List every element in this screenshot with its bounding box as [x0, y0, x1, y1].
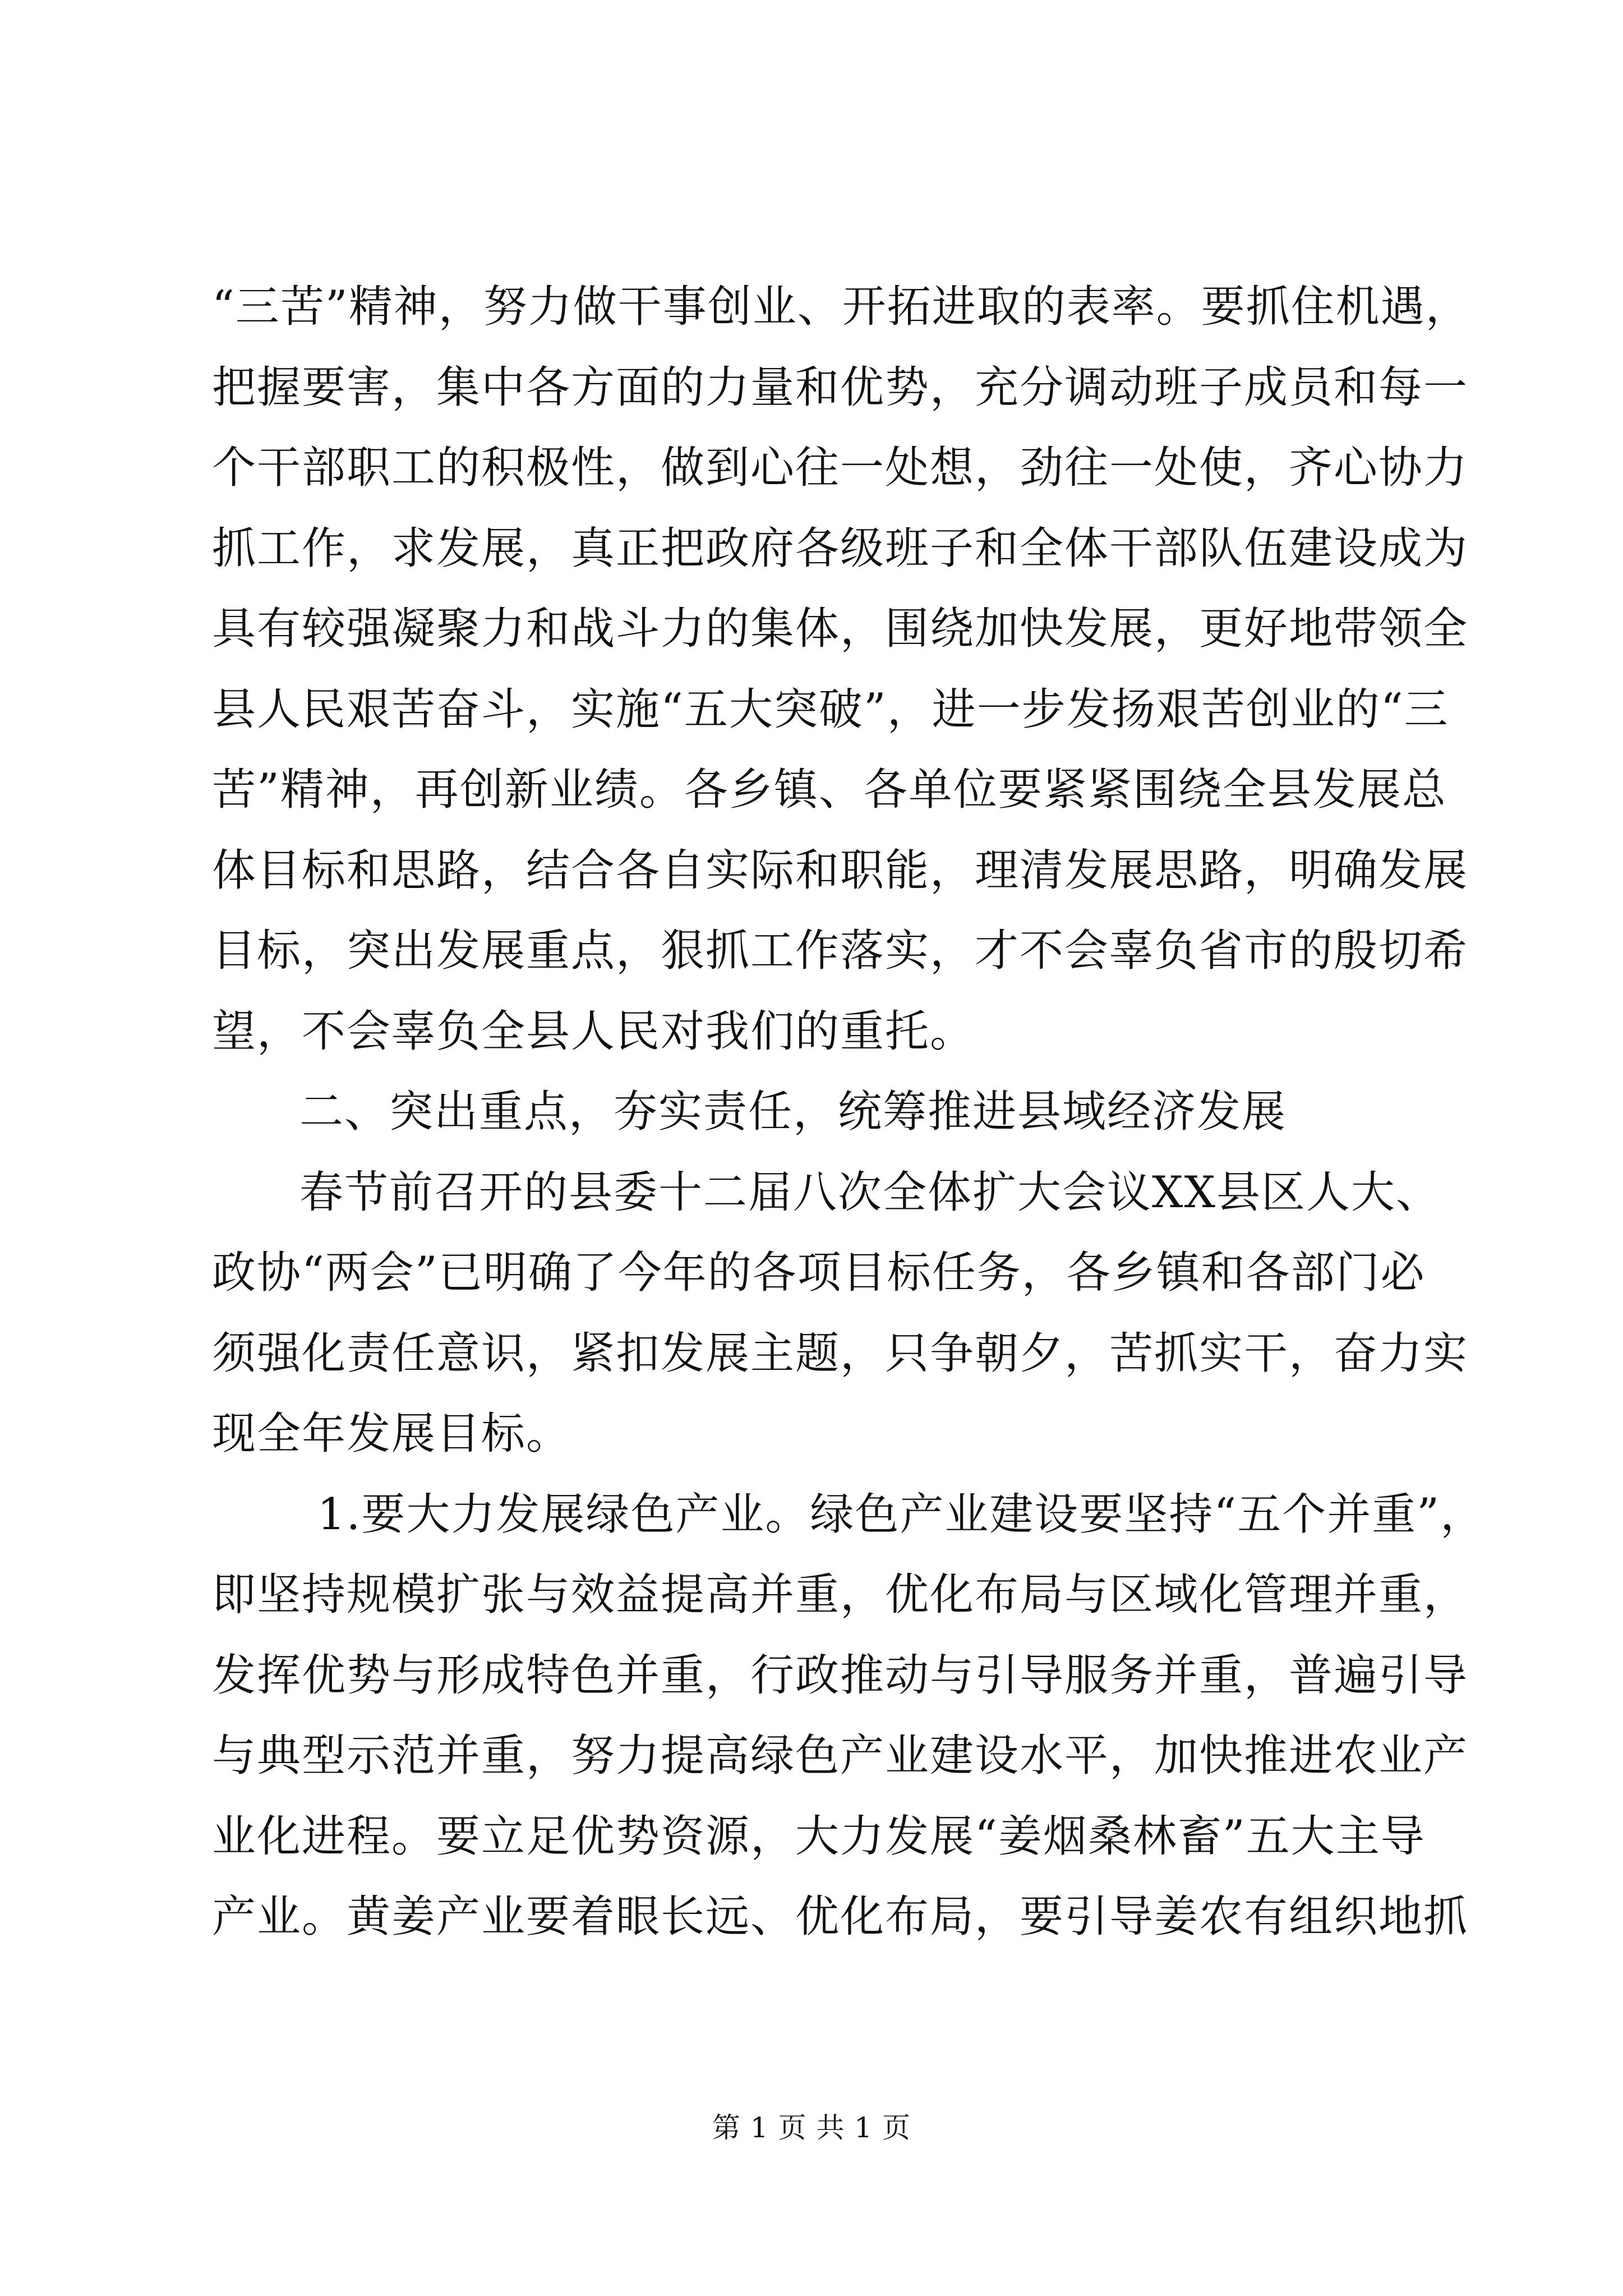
text-line: 与典型示范并重，努力提高绿色产业建设水平，加快推进农业产: [212, 1731, 1469, 1781]
text-line: 体目标和思路，结合各自实际和职能，理清发展思路，明确发展: [212, 845, 1469, 896]
text-line: “三苦”精神，努力做干事创业、开拓进取的表率。要抓住机遇，: [212, 282, 1470, 332]
text-line: 即坚持规模扩张与效益提高并重，优化布局与区域化管理并重，: [212, 1570, 1469, 1620]
text-line: 抓工作，求发展，真正把政府各级班子和全体干部队伍建设成为: [212, 523, 1469, 574]
text-line: 产业。黄姜产业要着眼长远、优化布局，要引导姜农有组织地抓: [212, 1892, 1469, 1942]
text-line: 政协“两会”已明确了今年的各项目标任务，各乡镇和各部门必: [212, 1248, 1426, 1298]
text-line: 业化进程。要立足优势资源，大力发展“姜烟桑林畜”五大主导: [212, 1811, 1426, 1862]
text-line: 把握要害，集中各方面的力量和优势，充分调动班子成员和每一: [212, 362, 1469, 413]
text-line: 具有较强凝聚力和战斗力的集体，围绕加快发展，更好地带领全: [212, 604, 1469, 654]
text-line: 县人民艰苦奋斗，实施“五大突破”，进一步发扬艰苦创业的“三: [212, 684, 1449, 735]
text-line: 须强化责任意识，紧扣发展主题，只争朝夕，苦抓实干，奋力实: [212, 1328, 1469, 1379]
document-body: [212, 267, 1486, 1958]
page-footer: 第 1 页 共 1 页: [712, 2111, 911, 2144]
paragraph-first-line: 1.要大力发展绿色产业。绿色产业建设要坚持“五个并重”，: [317, 1489, 1486, 1540]
section-heading: 二、突出重点，夯实责任，统筹推进县域经济发展: [299, 1087, 1287, 1137]
paragraph-first-line: 春节前召开的县委十二届八次全体扩大会议XX县区人大、: [299, 1167, 1441, 1218]
text-line: 目标，突出发展重点，狠抓工作落实，才不会辜负省市的殷切希: [212, 926, 1469, 976]
text-line: 个干部职工的积极性，做到心往一处想，劲往一处使，齐心协力: [212, 443, 1469, 493]
text-line: 现全年发展目标。: [212, 1409, 571, 1459]
text-line: 望，不会辜负全县人民对我们的重托。: [212, 1006, 975, 1057]
text-line: 苦”精神，再创新业绩。各乡镇、各单位要紧紧围绕全县发展总: [212, 765, 1447, 815]
text-line: 发挥优势与形成特色并重，行政推动与引导服务并重，普遍引导: [212, 1650, 1469, 1701]
